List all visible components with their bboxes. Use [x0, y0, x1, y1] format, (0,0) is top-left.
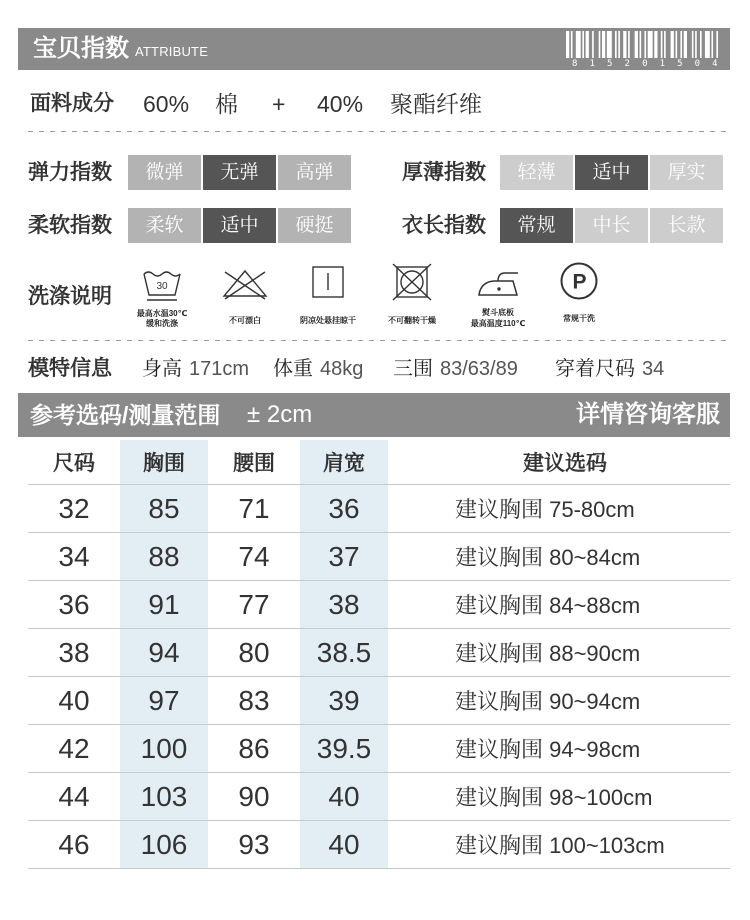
wash-tub-30-gentle-icon [141, 268, 183, 306]
barcode-bar [586, 31, 589, 58]
attribute-title-text: 宝贝指数 [33, 35, 129, 62]
table-row [28, 821, 730, 869]
recommendation-cell: 建议胸围 94~98cm [455, 737, 641, 762]
table-row [28, 725, 730, 773]
thickness-option: 厚实 [650, 155, 723, 190]
fabric-label: 面料成分 [30, 92, 114, 115]
softness-label: 柔软指数 [28, 214, 112, 237]
fabric-percent-1: 60% [143, 91, 190, 117]
barcode-bar [676, 31, 678, 58]
table-row [28, 629, 730, 677]
model-key: 三围 [393, 358, 433, 380]
barcode-bar [692, 31, 694, 58]
chest-cell: 94 [120, 629, 208, 676]
recommendation-cell: 建议胸围 88~90cm [455, 641, 641, 666]
recommendation-cell: 建议胸围 90~94cm [455, 689, 641, 714]
size-guide-bar [18, 393, 730, 437]
barcode-bar [592, 31, 594, 58]
recommendation-cell: 建议胸围 98~100cm [455, 785, 653, 810]
barcode-bar [654, 31, 657, 58]
no-bleach-icon [220, 268, 270, 300]
shoulder-cell: 39 [300, 677, 388, 724]
size-cell: 34 [58, 540, 90, 572]
softness-option: 适中 [203, 208, 276, 243]
care-caption: 缓和洗涤 [146, 319, 178, 328]
model-value: 48kg [320, 358, 364, 380]
size-cell: 46 [58, 828, 90, 860]
waist-cell: 77 [238, 588, 270, 620]
header-waist: 腰围 [233, 452, 275, 475]
length-option: 长款 [650, 208, 723, 243]
barcode-bar [576, 31, 581, 58]
thickness-option: 适中 [575, 155, 648, 190]
elasticity-label: 弹力指数 [28, 161, 112, 184]
care-label: 洗涤说明 [28, 285, 112, 308]
care-item-dryclean [534, 258, 624, 338]
care-item-iron [453, 258, 543, 338]
barcode-bar [623, 31, 626, 58]
softness-option: 柔软 [128, 208, 201, 243]
elasticity-options [128, 155, 351, 190]
chest-cell: 97 [120, 677, 208, 724]
care-caption: 不可翻转干燥 [388, 316, 436, 325]
size-cell: 40 [58, 684, 90, 716]
size-cell: 36 [58, 588, 90, 620]
chest-cell: 85 [120, 485, 208, 532]
waist-cell: 71 [238, 492, 270, 524]
barcode-bar [648, 31, 653, 58]
header-recommendation: 建议选码 [523, 452, 607, 475]
attribute-title [33, 28, 208, 73]
fabric-plus: + [272, 91, 286, 117]
care-item-dry [283, 258, 373, 338]
length-options [500, 208, 723, 243]
barcode-bar [602, 31, 605, 58]
barcode-bar [700, 31, 702, 58]
barcode-bar [615, 31, 617, 58]
barcode-bar [599, 31, 601, 58]
barcode-bar [716, 31, 718, 58]
shoulder-cell: 38.5 [300, 629, 388, 676]
shoulder-cell: 36 [300, 485, 388, 532]
line-dry-shade-icon [312, 265, 344, 299]
waist-cell: 74 [238, 540, 270, 572]
header-size: 尺码 [53, 452, 95, 475]
waist-cell: 93 [238, 828, 270, 860]
size-table-header [28, 440, 730, 485]
model-value: 171cm [189, 358, 250, 380]
shoulder-cell: 40 [300, 821, 388, 868]
model-key: 身高 [142, 358, 182, 380]
model-measurements [393, 354, 518, 384]
length-label: 衣长指数 [402, 214, 486, 237]
barcode-bar [661, 31, 663, 58]
chest-cell: 100 [120, 725, 208, 772]
dry-clean-p-icon [559, 261, 599, 301]
wash-temperature-text: 30 [156, 281, 168, 292]
model-size-worn [555, 354, 664, 384]
barcode-bar [695, 31, 697, 58]
recommendation-cell: 建议胸围 75-80cm [455, 497, 635, 522]
barcode-bar [635, 31, 638, 58]
waist-cell: 86 [238, 732, 270, 764]
thickness-label: 厚薄指数 [402, 161, 486, 184]
care-item-tumble [367, 258, 457, 338]
size-guide-title: 参考选码/测量范围 [30, 402, 221, 428]
barcode-bar [684, 31, 687, 58]
barcode-bar [618, 31, 620, 58]
model-info-label: 模特信息 [28, 357, 112, 380]
barcode-bar [582, 31, 584, 58]
care-caption: 熨斗底板 [482, 308, 514, 317]
iron-low-heat-icon [476, 268, 520, 298]
barcode-bar [571, 31, 573, 58]
header-chest: 胸围 [120, 440, 208, 484]
no-tumble-dry-icon [392, 263, 432, 301]
waist-cell: 80 [238, 636, 270, 668]
chest-cell: 103 [120, 773, 208, 820]
size-cell: 32 [58, 492, 90, 524]
care-caption: 常规干洗 [563, 314, 595, 323]
measurement-tolerance: ± 2cm [247, 401, 313, 428]
contact-service-text: 详情咨询客服 [576, 401, 720, 428]
length-option: 中长 [575, 208, 648, 243]
fabric-material-1: 棉 [215, 91, 238, 117]
attribute-header-bar [18, 28, 730, 70]
fabric-percent-2: 40% [317, 91, 364, 117]
chest-cell: 106 [120, 821, 208, 868]
shoulder-cell: 37 [300, 533, 388, 580]
dashed-divider [28, 131, 730, 132]
softness-options [128, 208, 351, 243]
care-item-bleach [200, 258, 290, 338]
size-table [28, 440, 730, 869]
barcode-digits: 815201504 [572, 59, 730, 69]
barcode-bar [680, 31, 682, 58]
softness-option: 硬挺 [278, 208, 351, 243]
dry-clean-symbol-text: P [572, 270, 587, 294]
table-row [28, 773, 730, 821]
shoulder-cell: 40 [300, 773, 388, 820]
elasticity-option: 无弹 [203, 155, 276, 190]
shoulder-cell: 38 [300, 581, 388, 628]
barcode-bar [711, 31, 713, 58]
table-row [28, 677, 730, 725]
header-shoulder: 肩宽 [300, 440, 388, 484]
size-cell: 42 [58, 732, 90, 764]
barcode-bar [705, 31, 710, 58]
barcode-bar [566, 31, 569, 58]
elasticity-option: 微弹 [128, 155, 201, 190]
size-cell: 44 [58, 780, 90, 812]
recommendation-cell: 建议胸围 84~88cm [455, 593, 641, 618]
model-key: 体重 [273, 358, 313, 380]
thickness-option: 轻薄 [500, 155, 573, 190]
barcode-bar [607, 31, 612, 58]
barcode [566, 31, 718, 58]
recommendation-cell: 建议胸围 100~103cm [455, 833, 665, 858]
elasticity-option: 高弹 [278, 155, 351, 190]
recommendation-cell: 建议胸围 80~84cm [455, 545, 641, 570]
thickness-options [500, 155, 723, 190]
care-caption: 最高温度110℃ [470, 319, 526, 328]
model-height [142, 354, 249, 384]
barcode-bar [664, 31, 666, 58]
care-caption: 最高水温30℃ [136, 309, 188, 318]
chest-cell: 88 [120, 533, 208, 580]
size-cell: 38 [58, 636, 90, 668]
dashed-divider [28, 340, 730, 341]
barcode-bar [640, 31, 642, 58]
barcode-bar [671, 31, 674, 58]
shoulder-cell: 39.5 [300, 725, 388, 772]
length-option: 常规 [500, 208, 573, 243]
model-value: 34 [642, 358, 665, 380]
care-item-wash [117, 258, 207, 338]
table-row [28, 581, 730, 629]
barcode-bar [628, 31, 630, 58]
attribute-subtitle: ATTRIBUTE [135, 44, 209, 59]
fabric-material-2: 聚酯纤维 [390, 91, 482, 117]
care-caption: 不可漂白 [229, 316, 261, 325]
care-caption: 阴凉处悬挂晾干 [300, 316, 356, 325]
chest-cell: 91 [120, 581, 208, 628]
barcode-bar [644, 31, 646, 58]
waist-cell: 83 [238, 684, 270, 716]
model-weight [273, 354, 363, 384]
model-key: 穿着尺码 [555, 358, 635, 380]
waist-cell: 90 [238, 780, 270, 812]
model-value: 83/63/89 [440, 358, 518, 380]
table-row [28, 485, 730, 533]
table-row [28, 533, 730, 581]
